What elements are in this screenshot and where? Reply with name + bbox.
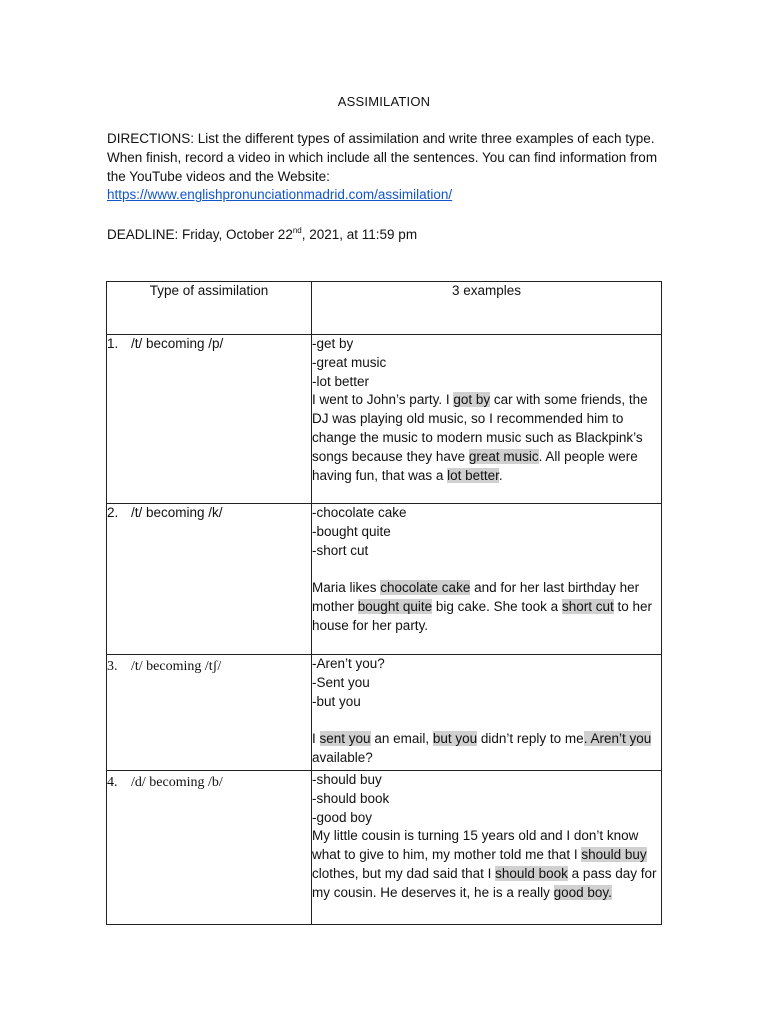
example-item: -but you — [312, 693, 361, 709]
examples-cell — [312, 771, 662, 925]
highlighted-phrase: . Aren’t you — [583, 731, 652, 747]
example-item: -should book — [312, 790, 390, 806]
example-item: -bought quite — [312, 523, 391, 539]
sentence-text: and for her last birthday her mother — [312, 580, 640, 614]
sentence-text: Maria likes — [312, 580, 381, 596]
table-row — [107, 655, 662, 771]
header-examples: 3 examples — [312, 282, 662, 335]
sentence-text: available? — [312, 749, 373, 765]
table-row — [107, 771, 662, 925]
sentence-text: didn’t reply to me — [477, 731, 584, 747]
highlighted-phrase: short cut — [561, 598, 614, 614]
deadline-label: DEADLINE: — [107, 227, 179, 242]
type-cell — [107, 335, 312, 504]
example-item: -get by — [312, 336, 354, 351]
example-item: -chocolate cake — [312, 505, 407, 520]
example-item: -should buy — [312, 772, 382, 787]
table-row — [107, 504, 662, 655]
type-name: /d/ becoming /b/ — [131, 775, 223, 790]
header-type: Type of assimilation — [107, 282, 312, 335]
highlighted-phrase: chocolate cake — [380, 580, 471, 596]
examples-cell — [312, 504, 662, 655]
directions-label: DIRECTIONS: — [107, 131, 195, 146]
highlighted-phrase: good boy. — [553, 884, 612, 900]
example-paragraph — [312, 827, 661, 902]
sentence-text: an email, — [370, 731, 433, 747]
sentence-text: . All people were having fun, that was a — [312, 448, 638, 483]
examples-cell — [312, 655, 662, 771]
highlighted-phrase: should buy — [581, 847, 647, 863]
row-number: 4. — [107, 775, 118, 790]
directions-paragraph — [107, 130, 667, 205]
sentence-text: to her house for her party. — [312, 598, 653, 633]
sentence-text: clothes, but my dad said that I — [312, 865, 496, 881]
deadline-date: Friday, October 22 — [178, 227, 293, 242]
type-name: /t/ becoming /tʃ/ — [131, 659, 222, 674]
example-item: -short cut — [312, 542, 369, 558]
blank-line — [312, 560, 661, 579]
sentence-text: I went to John’s party. I — [312, 392, 454, 408]
highlighted-phrase: bought quite — [357, 598, 433, 614]
sentence-text: I — [312, 731, 320, 747]
example-item: -lot better — [312, 373, 370, 389]
blank-line — [312, 711, 661, 730]
assimilation-table — [106, 281, 662, 925]
example-paragraph — [312, 391, 661, 485]
type-name: /t/ becoming /p/ — [131, 336, 224, 351]
sentence-text: big cake. She took a — [432, 598, 562, 614]
sentence-text: My little cousin is turning 15 years old and I don’t know what to give to him, my mother told me that I — [312, 828, 639, 863]
example-item: -good boy — [312, 809, 373, 825]
example-item: -Sent you — [312, 674, 370, 690]
type-cell — [107, 655, 312, 771]
deadline-time: , 2021, at 11:59 pm — [301, 227, 418, 242]
example-paragraph — [312, 730, 661, 768]
highlighted-phrase: sent you — [319, 731, 371, 747]
directions-text: List the different types of assimilation and write three examples of each type. When finish, record a video in which include all the sentences. You can find information from the YouTube videos and the Website: — [107, 131, 658, 184]
row-number: 1. — [107, 336, 119, 351]
type-name: /t/ becoming /k/ — [131, 505, 223, 520]
deadline-date-suffix: nd — [292, 226, 302, 235]
example-paragraph — [312, 579, 661, 635]
table-row — [107, 335, 662, 504]
example-item: -great music — [312, 354, 387, 370]
examples-cell — [312, 335, 662, 504]
example-item: -Aren’t you? — [312, 656, 385, 671]
row-number: 3. — [107, 659, 118, 674]
highlighted-phrase: lot better — [447, 467, 499, 483]
highlighted-phrase: got by — [453, 392, 491, 408]
sentence-text: a pass day for my cousin. He deserves it, he is a really — [312, 865, 657, 900]
document-title: ASSIMILATION — [337, 94, 431, 109]
deadline-line — [107, 226, 667, 244]
row-number: 2. — [107, 505, 119, 520]
type-cell — [107, 504, 312, 655]
highlighted-phrase: but you — [432, 731, 478, 747]
sentence-text: . — [498, 467, 503, 483]
highlighted-phrase: should book — [495, 865, 568, 881]
table-header-row — [107, 282, 662, 335]
website-link[interactable]: https://www.englishpronunciationmadrid.com/assimilation/ — [107, 187, 453, 203]
sentence-text: car with some friends, the DJ was playing old music, so I recommended him to change the music to modern music such as Blackpink’s songs because they have — [312, 392, 648, 464]
type-cell — [107, 771, 312, 925]
highlighted-phrase: great music — [468, 448, 539, 464]
